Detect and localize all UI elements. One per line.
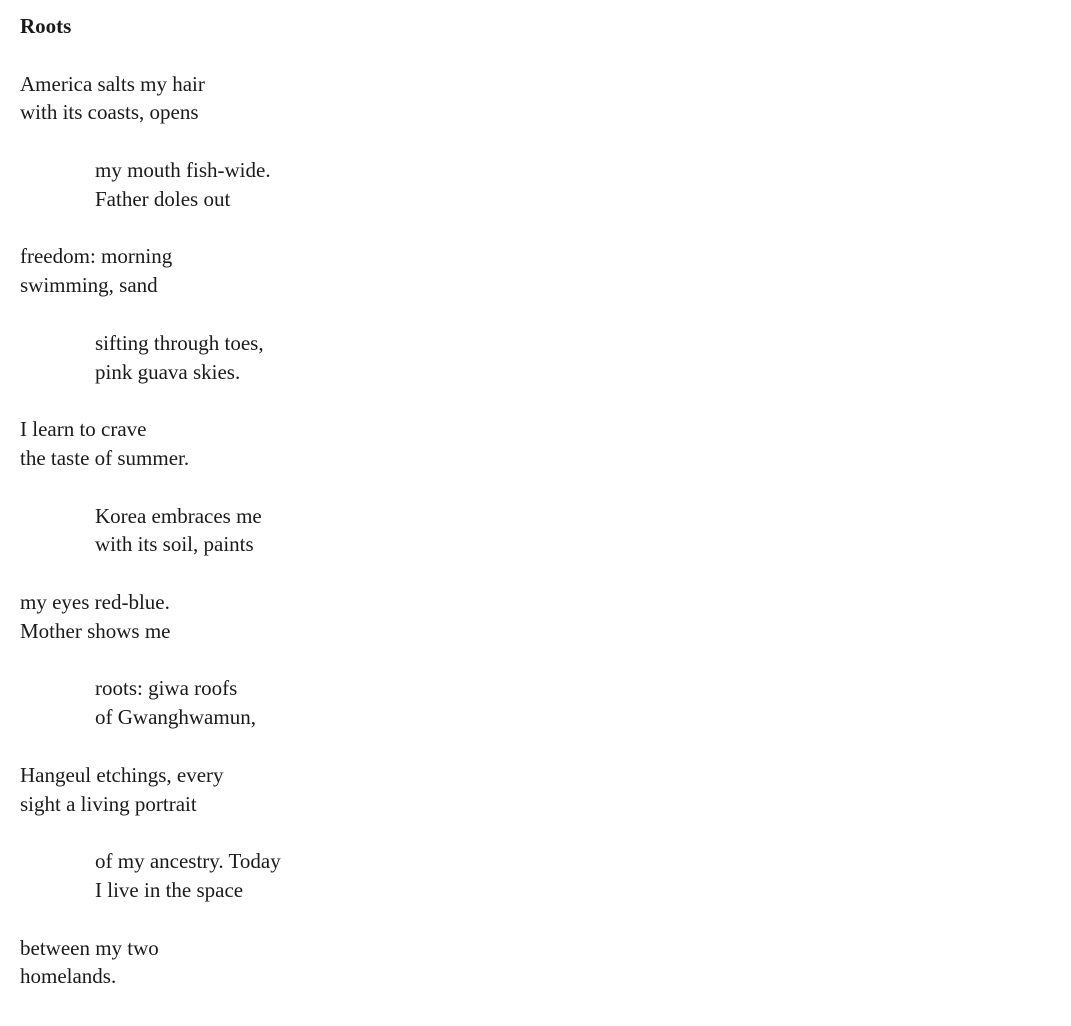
poem-stanza-indented <box>20 329 1051 387</box>
poem-line: I live in the space <box>95 877 244 902</box>
poem-line: with its soil, paints <box>95 532 254 557</box>
poem-title: Roots <box>20 14 72 38</box>
poem-line: Father doles out <box>95 186 231 211</box>
poem-line: freedom: morning <box>20 244 173 269</box>
poem-line: Korea embraces me <box>95 503 262 528</box>
poem-line: Hangeul etchings, every <box>20 762 224 787</box>
poem-line: of Gwanghwamun, <box>95 705 256 730</box>
poem-line: America salts my hair <box>20 71 205 96</box>
poem-line: the taste of summer. <box>20 445 190 470</box>
poem-stanza <box>20 70 1051 128</box>
poem-stanza-indented <box>20 847 1051 905</box>
poem-stanza <box>20 588 1051 646</box>
poem-line: roots: giwa roofs <box>95 676 238 701</box>
poem-stanza <box>20 761 1051 819</box>
poem-line: my mouth fish-wide. <box>95 157 271 182</box>
poem-stanza-indented <box>20 502 1051 560</box>
poem-line: sight a living portrait <box>20 791 197 816</box>
poem-line: of my ancestry. Today <box>95 849 281 874</box>
poem-stanza <box>20 242 1051 300</box>
poem-stanza-indented <box>20 156 1051 214</box>
poem-line: my eyes red-blue. <box>20 589 170 614</box>
poem-stanza-indented <box>20 674 1051 732</box>
poem-line: I learn to crave <box>20 417 147 442</box>
poem-line: homelands. <box>20 964 117 989</box>
poem-line: Mother shows me <box>20 618 171 643</box>
poem-stanza <box>20 934 1051 992</box>
poem-stanzas <box>20 70 1051 992</box>
poem-stanza <box>20 415 1051 473</box>
poem-line: pink guava skies. <box>95 359 241 384</box>
poem-line: swimming, sand <box>20 273 158 298</box>
poem-line: with its coasts, opens <box>20 100 199 125</box>
poem-line: between my two <box>20 935 159 960</box>
poem-line: sifting through toes, <box>95 330 264 355</box>
